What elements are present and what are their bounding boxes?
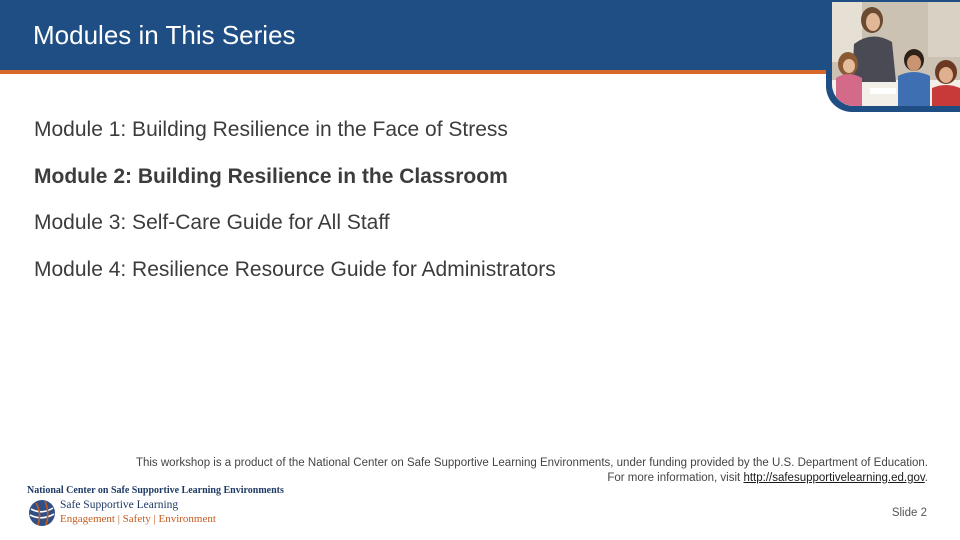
logo-name: Safe Supportive Learning xyxy=(60,499,179,511)
module-item-2: Module 2: Building Resilience in the Classroom xyxy=(34,164,508,188)
module-item-3: Module 3: Self-Care Guide for All Staff xyxy=(34,211,390,234)
classroom-photo-illustration xyxy=(832,2,960,106)
website-link[interactable]: http://safesupportivelearning.ed.gov xyxy=(743,471,925,484)
module-item-1: Module 1: Building Resilience in the Face of Stress xyxy=(34,118,508,141)
modules-list xyxy=(34,117,556,303)
footer-line-2 xyxy=(68,471,928,486)
logo-tagline: Engagement | Safety | Environment xyxy=(60,513,216,525)
footer-disclaimer xyxy=(68,456,928,485)
header-accent-stripe xyxy=(0,70,960,74)
slide-number: Slide 2 xyxy=(891,507,927,519)
globe-icon xyxy=(28,499,56,527)
module-item-4: Module 4: Resilience Resource Guide for Administrators xyxy=(34,257,556,281)
footer-line-2-prefix: For more information, visit xyxy=(607,471,744,484)
footer-line-1: This workshop is a product of the National Center on Safe Supportive Learning Environments, under funding provided by the U.S. Department of Education. xyxy=(135,457,928,469)
ncssle-logo xyxy=(27,485,297,530)
logo-organization-name: National Center on Safe Supportive Learning Environments xyxy=(27,485,284,496)
slide-title: Modules in This Series xyxy=(33,20,296,50)
classroom-photo xyxy=(832,2,960,106)
footer-line-2-suffix: . xyxy=(924,471,928,484)
